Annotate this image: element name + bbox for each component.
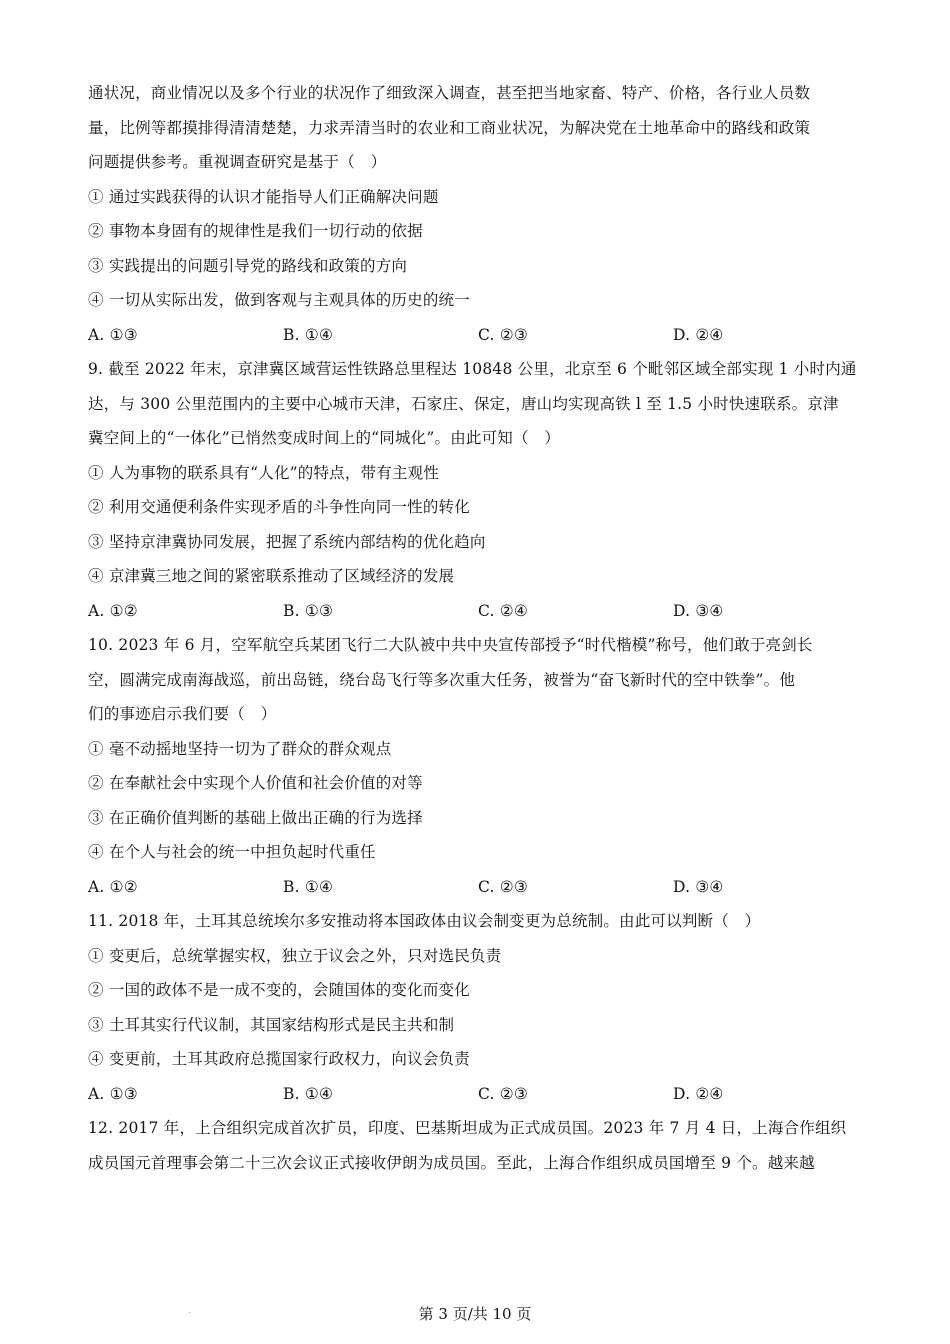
question-8-stem-end: 问题提供参考。重视调查研究是基于（ ） xyxy=(88,153,387,171)
answer-choice-b: B. ①④ xyxy=(283,1084,334,1103)
question-10-text-line: 空，圆满完成南海战巡，前出岛链，绕台岛飞行等多次重大任务，被誉为“奋飞新时代的空中铁拳”。他 xyxy=(88,670,796,689)
answer-choice-d: D. ③④ xyxy=(673,877,724,896)
answer-choice-c: C. ②③ xyxy=(478,1084,528,1103)
page-number-footer: 第 3 页/共 10 页 xyxy=(418,1305,532,1323)
question-12-text-line: 成员国元首理事会第二十三次会议正式接收伊朗为成员国。至此，上海合作组织成员国增至 9 个。越来越 xyxy=(88,1153,815,1172)
stray-dot-mark: . xyxy=(188,1306,191,1316)
question-9-statement-3: ③ 坚持京津冀协同发展，把握了系统内部结构的优化趋向 xyxy=(88,532,486,551)
question-9-text-line: 9. 截至 2022 年末，京津冀区域营运性铁路总里程达 10848 公里，北京至 6 个毗邻区域全部实现 1 小时内通 xyxy=(88,360,857,378)
question-9-statement-4: ④ 京津冀三地之间的紧密联系推动了区域经济的发展 xyxy=(88,567,455,585)
answer-choice-c: C. ②④ xyxy=(478,601,528,620)
question-10-statement-4: ④ 在个人与社会的统一中担负起时代重任 xyxy=(88,843,376,861)
question-9-statement-1: ① 人为事物的联系具有“人化”的特点，带有主观性 xyxy=(88,463,440,482)
question-10-text-line: 10. 2023 年 6 月，空军航空兵某团飞行二大队被中共中央宣传部授予“时代楷模”称号，他们敢于亮剑长 xyxy=(88,636,813,654)
question-8-statement-3: ③ 实践提出的问题引导党的路线和政策的方向 xyxy=(88,256,408,275)
question-11-statement-1: ① 变更后，总统掌握实权，独立于议会之外，只对选民负责 xyxy=(88,946,502,965)
answer-choice-a: A. ①② xyxy=(88,601,138,620)
question-9-answer-choices xyxy=(88,594,868,629)
question-9-text-line: 达，与 300 公里范围内的主要中心城市天津，石家庄、保定，唐山均实现高铁 l 至 1.5 小时快速联系。京津 xyxy=(88,394,839,413)
question-9-text-line: 冀空间上的“一体化”已悄然变成时间上的“同城化”。由此可知（ ） xyxy=(88,429,561,447)
answer-choice-a: A. ①③ xyxy=(88,325,138,344)
question-8-text-line: 通状况，商业情况以及多个行业的状况作了细致深入调查，甚至把当地家畜、特产、价格，各行业人员数 xyxy=(88,84,811,102)
answer-choice-b: B. ①③ xyxy=(283,601,334,620)
question-10-statement-1: ① 毫不动摇地坚持一切为了群众的群众观点 xyxy=(88,739,392,758)
answer-choice-d: D. ③④ xyxy=(673,601,724,620)
answer-choice-c: C. ②③ xyxy=(478,325,528,344)
question-11-text-line: 11. 2018 年，土耳其总统埃尔多安推动将本国政体由议会制变更为总统制。由此可以判断（ ） xyxy=(88,912,761,930)
answer-choice-a: A. ①③ xyxy=(88,1084,138,1103)
question-8-statement-4: ④ 一切从实际出发，做到客观与主观具体的历史的统一 xyxy=(88,291,470,309)
exam-page-body xyxy=(88,76,868,1180)
question-11-statement-3: ③ 土耳其实行代议制，其国家结构形式是民主共和制 xyxy=(88,1015,455,1034)
question-11-statement-4: ④ 变更前，土耳其政府总揽国家行政权力，向议会负责 xyxy=(88,1050,470,1068)
question-10-text-line: 们的事迹启示我们要（ ） xyxy=(88,705,277,723)
answer-choice-c: C. ②③ xyxy=(478,877,528,896)
question-11-statement-2: ② 一国的政体不是一成不变的，会随国体的变化而变化 xyxy=(88,981,470,999)
question-8-statement-2: ② 事物本身固有的规律性是我们一切行动的依据 xyxy=(88,222,423,240)
question-8-text-line: 量，比例等都摸排得清清楚楚，力求弄清当时的农业和工商业状况，为解决党在土地革命中的路线和政策 xyxy=(88,118,811,137)
question-8-statement-1: ① 通过实践获得的认识才能指导人们正确解决问题 xyxy=(88,187,439,206)
question-10-statement-3: ③ 在正确价值判断的基础上做出正确的行为选择 xyxy=(88,808,423,827)
question-9-statement-2: ② 利用交通便利条件实现矛盾的斗争性向同一性的转化 xyxy=(88,498,470,516)
answer-choice-b: B. ①④ xyxy=(283,325,334,344)
answer-choice-d: D. ②④ xyxy=(673,1084,724,1103)
question-11-answer-choices xyxy=(88,1077,868,1112)
answer-choice-a: A. ①② xyxy=(88,877,138,896)
question-10-statement-2: ② 在奉献社会中实现个人价值和社会价值的对等 xyxy=(88,774,423,792)
question-12-text-line: 12. 2017 年，上合组织完成首次扩员，印度、巴基斯坦成为正式成员国。2023 年 7 月 4 日，上海合作组织 xyxy=(88,1119,847,1137)
question-8-answer-choices xyxy=(88,318,868,353)
question-10-answer-choices xyxy=(88,870,868,905)
answer-choice-d: D. ②④ xyxy=(673,325,724,344)
answer-choice-b: B. ①④ xyxy=(283,877,334,896)
